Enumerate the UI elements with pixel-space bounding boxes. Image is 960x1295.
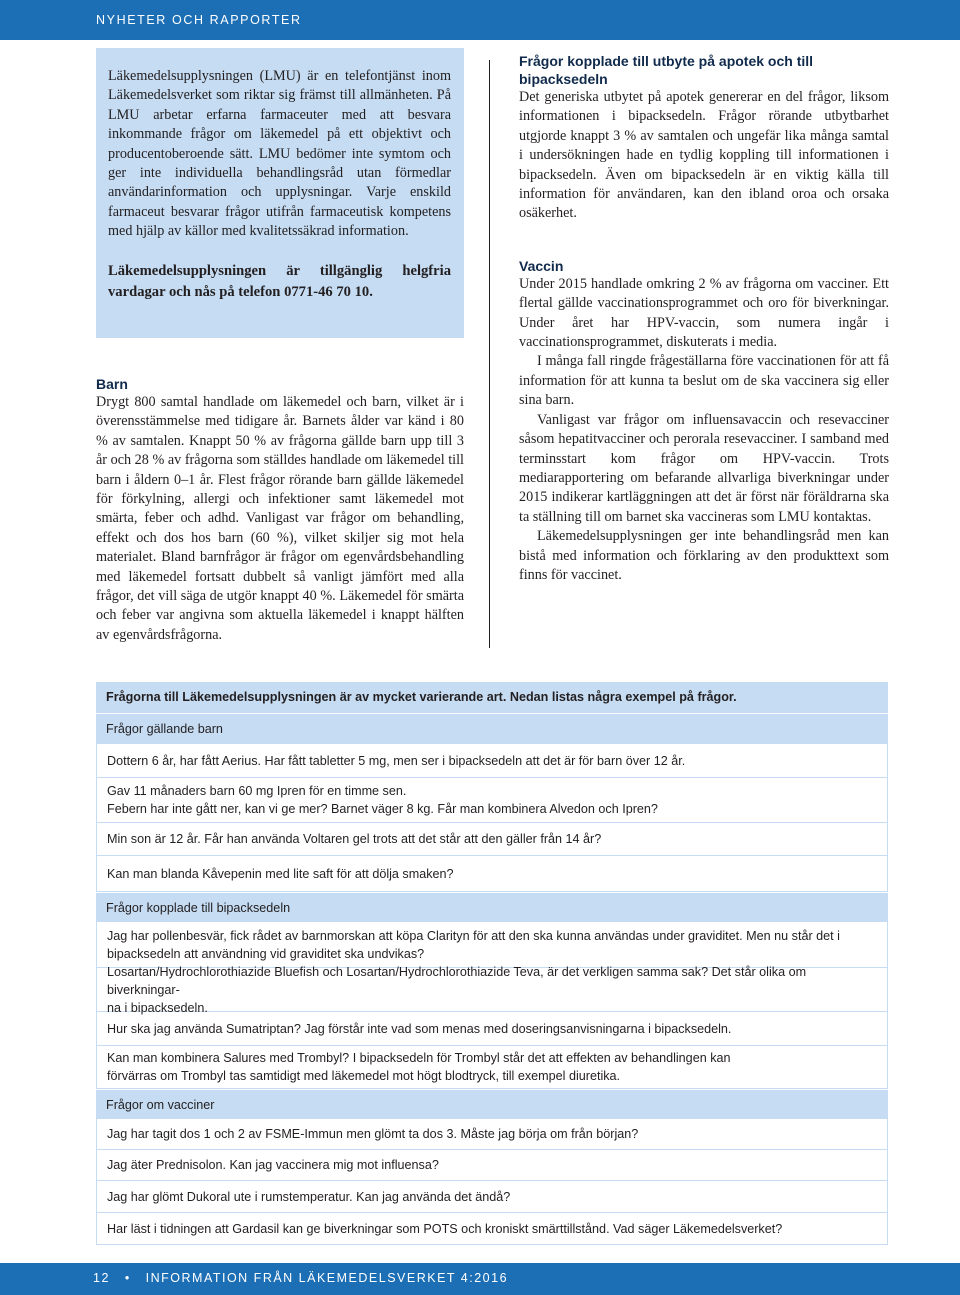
question-row: Jag äter Prednisolon. Kan jag vaccinera mig mot influensa? (96, 1150, 888, 1181)
right-column (519, 52, 889, 585)
vaccine-section (519, 257, 889, 586)
question-row (96, 964, 888, 1015)
question-line: Gav 11 månaders barn 60 mg Ipren för en timme sen. (107, 784, 407, 798)
category-children: Frågor gällande barn (96, 713, 888, 744)
vaccine-paragraph-4: Läkemedelsupplysningen ger inte behandlingsråd men kan bistå med information och förklaring av den produkttext som finns för vaccinet. (519, 528, 889, 583)
question-row: Jag har glömt Dukoral ute i rumstemperatur. Kan jag använda det ändå? (96, 1181, 888, 1213)
question-line: Losartan/Hydrochlorothiazide Bluefish och Losartan/Hydrochlorothiazide Teva, är det verkligen samma sak? Det står olika om biverkningar- (107, 964, 807, 997)
question-line: Febern har inte gått ner, kan vi ge mer? Barnet väger 8 kg. Får man kombinera Alvedon och Ipren? (107, 802, 658, 816)
left-column (96, 375, 464, 645)
footer-label (93, 1271, 508, 1285)
info-contact: Läkemedelsupplysningen är tillgänglig helgfria vardagar och nås på telefon 0771-46 70 10. (108, 262, 451, 300)
footer-bar (0, 1263, 960, 1295)
header-bar (0, 0, 960, 40)
question-line: Kan man kombinera Salures med Trombyl? I bipacksedeln för Trombyl står det att effekten av behandlingen kan (107, 1051, 731, 1065)
question-row: Har läst i tidningen att Gardasil kan ge biverkningar som POTS och kroniskt smärttillstånd. Vad säger Läkemedelsverket? (96, 1213, 888, 1245)
question-row: Hur ska jag använda Sumatriptan? Jag förstår inte vad som menas med doseringsanvisningarna i bipacksedeln. (96, 1012, 888, 1046)
children-heading: Barn (96, 376, 128, 392)
question-line: na i bipacksedeln. (107, 1000, 208, 1015)
questions-table-title: Frågorna till Läkemedelsupplysningen är av mycket varierande art. Nedan listas några exempel på frågor. (96, 682, 888, 713)
footer-bullet: • (124, 1271, 131, 1285)
lmu-info-box (96, 48, 464, 338)
vaccine-paragraph-1: Under 2015 handlade omkring 2 % av frågorna om vacciner. Ett flertal gällde vaccinationsprogrammet och oro för biverkningar. Under året har HPV-vaccin, som numera ingår i vaccinationsprogrammet, diskuterats i media. (519, 275, 889, 351)
children-body: Drygt 800 samtal handlade om läkemedel och barn, vilket är i överensstämmelse med tidigare år. Barnets ålder var känd i 80 % av samtalen. Knappt 50 % av frågorna gällde barn upp till 3 år och 28 % av frågorna som ställdes handlade om läkemedel till barn i åldern 0–1 år. Flest frågor rörande barn gällde läkemedel för förkylning, allergi och infektioner samt läkemedel mot smärta, feber och adhd. Vanligast var frågor om behandling, effekt och dos hos barn (60 %), vilket skiljer sig mot hela materialet. Bland barnfrågor är frågor om egenvårdsbehandling med läkemedel fortsatt dubbelt så vanligt jämfört med alla frågor, det vill säga de utgör knappt 40 %. Läkemedel för smärta och feber var angivna som aktuella läkemedel i knappt hälften av egenvårdsfrågorna. (96, 394, 464, 643)
question-row (96, 778, 888, 823)
info-paragraph: Läkemedelsupplysningen (LMU) är en telefontjänst inom Läkemedelsverket som riktar sig främst till allmänheten. På LMU arbetar erfarna farmaceuter med att besvara inkommande frågor om läkemedel på ett objektivt och producentoberoende sätt. LMU bedömer inte symtom och ger inte individuella behandlingsråd utan förmedlar användarinformation och upplysningar. Varje enskild farmaceut besvarar frågor utifrån farmaceutisk kompetens med hjälp av källor med kvalitetssäkrad information. (108, 68, 451, 240)
section-label: NYHETER OCH RAPPORTER (96, 13, 302, 27)
question-line: förvärras om Trombyl tas samtidigt med läkemedel mot högt blodtryck, till exempel diuretika. (107, 1069, 621, 1083)
page-number: 12 (93, 1271, 110, 1285)
pharmacy-leaflet-body: Det generiska utbytet på apotek genererar en del frågor, liksom informationen i bipacksedeln. Frågor rörande utbytbarhet utgjorde knappt 3 % av samtalen och ungefär lika många samtal i undersökningen hade en tydlig koppling till informationen i bipacksedeln. Även om bipacksedeln är en viktig källa till information för användaren, kan den ibland oroa och orsaka osäkerhet. (519, 89, 889, 222)
question-row: Dottern 6 år, har fått Aerius. Har fått tabletter 5 mg, men ser i bipacksedeln att det är för barn över 12 år. (96, 744, 888, 778)
question-row (96, 1046, 888, 1089)
column-divider (489, 60, 490, 648)
category-leaflet: Frågor kopplade till bipacksedeln (96, 892, 888, 922)
question-row: Min son är 12 år. Får han använda Voltaren gel trots att det står att den gäller från 14 år? (96, 823, 888, 856)
vaccine-paragraph-2: I många fall ringde frågeställarna före vaccinationen för att få information för att kunna ta beslut om de ska vaccinera sig eller sina barn. (519, 353, 889, 409)
category-vaccines: Frågor om vacciner (96, 1089, 888, 1119)
question-line: Jag har pollenbesvär, fick rådet av barnmorskan att köpa Clarityn för att den ska kunna användas under graviditet. Men nu står det i (107, 928, 840, 943)
publication-title: INFORMATION FRÅN LÄKEMEDELSVERKET 4:2016 (145, 1271, 509, 1285)
question-row (96, 922, 888, 968)
question-line: bipacksedeln att användning vid graviditet ska undvikas? (107, 946, 425, 961)
question-row: Kan man blanda Kåvepenin med lite saft för att dölja smaken? (96, 856, 888, 892)
vaccine-heading: Vaccin (519, 257, 564, 274)
question-row: Jag har tagit dos 1 och 2 av FSME-Immun men glömt ta dos 3. Måste jag börja om från början? (96, 1119, 888, 1150)
vaccine-paragraph-3: Vanligast var frågor om influensavaccin och resevacciner såsom hepatitvacciner och perorala resevacciner. I samband med terminsstart kom frågor om HPV-vaccin. Trots mediarapportering om befarande allvarliga biverkningar under 2015 indikerar kartläggningen att det är först när föräldrarna ska ta ställning till om barnet ska vaccineras som LMU kontaktas. (519, 411, 889, 525)
pharmacy-leaflet-heading: Frågor kopplade till utbyte på apotek och till bipacksedeln (519, 53, 814, 87)
questions-table (96, 682, 888, 1245)
